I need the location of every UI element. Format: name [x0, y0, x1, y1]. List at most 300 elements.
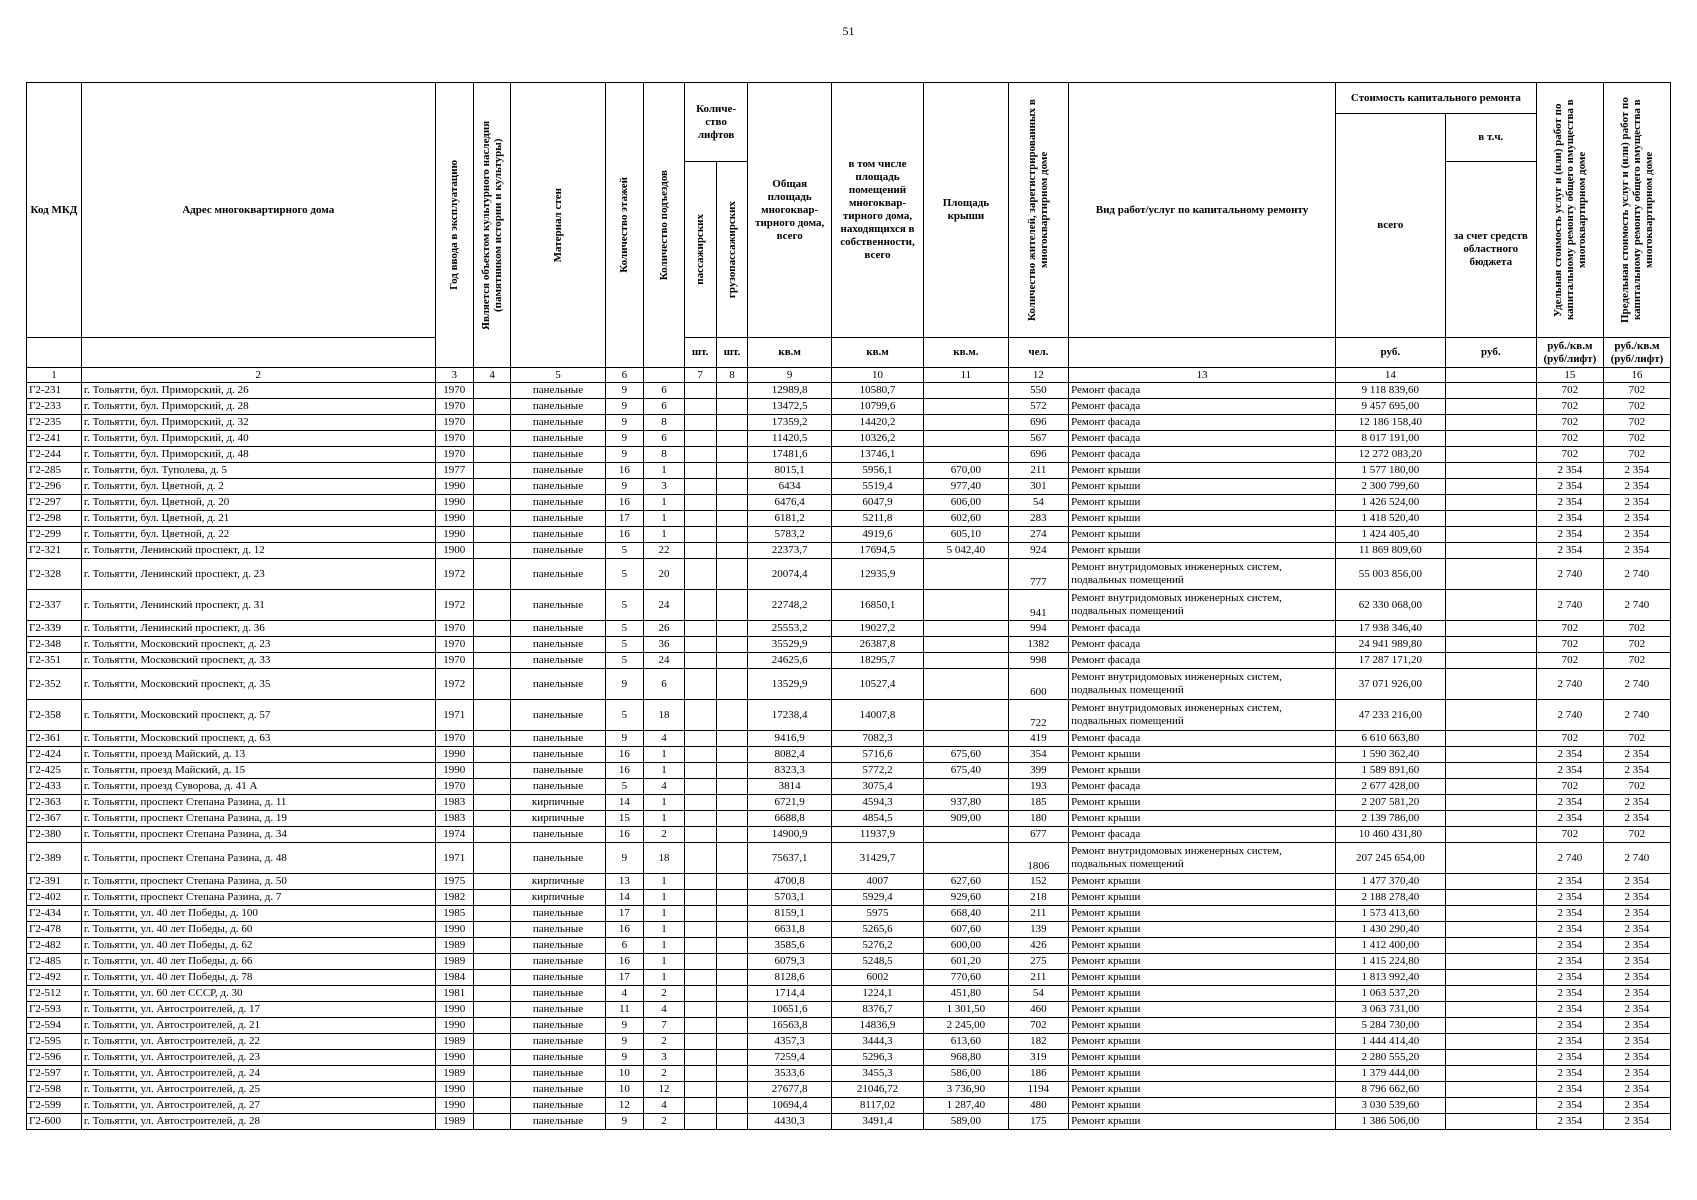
header-year: Год ввода в эксплуатацию	[435, 83, 473, 368]
cell-entrances: 1	[644, 938, 685, 954]
cell-work: Ремонт внутридомовых инженерных систем, подвальных помещений	[1069, 700, 1336, 731]
cell-roof-area: 670,00	[924, 463, 1009, 479]
cell-residents: 777	[1008, 559, 1068, 590]
cell-owned-area: 16850,1	[831, 590, 923, 621]
cell-total-area: 7259,4	[748, 1050, 831, 1066]
cell-unit-cost: 2 354	[1536, 1018, 1603, 1034]
cell-address: г. Тольятти, ул. Автостроителей, д. 24	[81, 1066, 435, 1082]
cell-roof-area: 5 042,40	[924, 543, 1009, 559]
cell-wall: панельные	[511, 843, 605, 874]
cell-roof-area: 909,00	[924, 811, 1009, 827]
cell-entrances: 26	[644, 621, 685, 637]
cell-cost-total: 1 477 370,40	[1335, 874, 1445, 890]
cell-wall: панельные	[511, 922, 605, 938]
cell-work: Ремонт крыши	[1069, 1018, 1336, 1034]
cell-total-area: 20074,4	[748, 559, 831, 590]
cell-address: г. Тольятти, проспект Степана Разина, д. 19	[81, 811, 435, 827]
cell-wall: панельные	[511, 399, 605, 415]
cell-owned-area: 21046,72	[831, 1082, 923, 1098]
cell-max-cost: 2 354	[1603, 543, 1670, 559]
cell-total-area: 17481,6	[748, 447, 831, 463]
cell-roof-area	[924, 383, 1009, 399]
header-unit-cost: Удельная стоимость услуг и (или) работ по капитальному ремонту общего имущества в многоквартирном доме	[1536, 83, 1603, 338]
cell-unit-cost: 2 740	[1536, 669, 1603, 700]
cell-residents: 480	[1008, 1098, 1068, 1114]
cell-floors: 9	[605, 843, 643, 874]
cell-cost-total: 2 207 581,20	[1335, 795, 1445, 811]
cell-code: Г2-594	[27, 1018, 82, 1034]
cell-code: Г2-596	[27, 1050, 82, 1066]
cell-code: Г2-297	[27, 495, 82, 511]
cell-residents: 54	[1008, 495, 1068, 511]
cell-heritage	[473, 1018, 510, 1034]
cell-total-area: 1714,4	[748, 986, 831, 1002]
table-row	[27, 447, 1671, 463]
cell-lifts-cargo	[716, 874, 748, 890]
cell-wall: панельные	[511, 827, 605, 843]
cell-address: г. Тольятти, ул. 40 лет Победы, д. 62	[81, 938, 435, 954]
table-row	[27, 399, 1671, 415]
cell-unit-cost: 2 354	[1536, 922, 1603, 938]
cell-owned-area: 4007	[831, 874, 923, 890]
cell-wall: панельные	[511, 747, 605, 763]
header-residents: Количество жителей, зарегистрированных в многоквартирном доме	[1008, 83, 1068, 338]
cell-code: Г2-233	[27, 399, 82, 415]
cell-roof-area: 675,60	[924, 747, 1009, 763]
cell-heritage	[473, 700, 510, 731]
cell-address: г. Тольятти, проспект Степана Разина, д. 34	[81, 827, 435, 843]
cell-unit-cost: 2 354	[1536, 511, 1603, 527]
cell-max-cost: 2 740	[1603, 700, 1670, 731]
cell-floors: 17	[605, 511, 643, 527]
cell-roof-area	[924, 559, 1009, 590]
cell-address: г. Тольятти, бул. Цветной, д. 20	[81, 495, 435, 511]
cell-cost-total: 9 118 839,60	[1335, 383, 1445, 399]
cell-code: Г2-391	[27, 874, 82, 890]
cell-address: г. Тольятти, ул. 40 лет Победы, д. 78	[81, 970, 435, 986]
cell-max-cost: 2 354	[1603, 906, 1670, 922]
cell-unit-cost: 2 354	[1536, 938, 1603, 954]
cell-work: Ремонт крыши	[1069, 986, 1336, 1002]
table-row	[27, 511, 1671, 527]
cell-work: Ремонт фасада	[1069, 779, 1336, 795]
cell-lifts-cargo	[716, 700, 748, 731]
cell-year: 1983	[435, 811, 473, 827]
cell-unit-cost: 702	[1536, 621, 1603, 637]
cell-unit-cost: 2 354	[1536, 890, 1603, 906]
cell-heritage	[473, 1098, 510, 1114]
cell-work: Ремонт фасада	[1069, 447, 1336, 463]
cell-floors: 9	[605, 447, 643, 463]
cell-max-cost: 2 354	[1603, 954, 1670, 970]
cell-owned-area: 3444,3	[831, 1034, 923, 1050]
cell-wall: панельные	[511, 970, 605, 986]
cell-roof-area	[924, 779, 1009, 795]
cell-lifts-cargo	[716, 1018, 748, 1034]
cell-total-area: 8015,1	[748, 463, 831, 479]
cell-year: 1989	[435, 1114, 473, 1130]
cell-floors: 9	[605, 383, 643, 399]
cell-max-cost: 2 354	[1603, 511, 1670, 527]
cell-lifts-cargo	[716, 590, 748, 621]
cell-wall: панельные	[511, 653, 605, 669]
cell-roof-area	[924, 653, 1009, 669]
cell-max-cost: 702	[1603, 621, 1670, 637]
cell-lifts-cargo	[716, 1002, 748, 1018]
cell-entrances: 4	[644, 1098, 685, 1114]
cell-work: Ремонт крыши	[1069, 922, 1336, 938]
cell-unit-cost: 2 354	[1536, 954, 1603, 970]
cell-work: Ремонт фасада	[1069, 431, 1336, 447]
cell-address: г. Тольятти, проезд Суворова, д. 41 А	[81, 779, 435, 795]
cell-cost-regional	[1445, 890, 1536, 906]
column-number	[644, 368, 685, 383]
cell-work: Ремонт крыши	[1069, 938, 1336, 954]
table-row	[27, 1114, 1671, 1130]
header-work: Вид работ/услуг по капитальному ремонту	[1069, 83, 1336, 338]
cell-total-area: 22748,2	[748, 590, 831, 621]
cell-unit-cost: 2 354	[1536, 1082, 1603, 1098]
cell-residents: 54	[1008, 986, 1068, 1002]
cell-roof-area: 451,80	[924, 986, 1009, 1002]
cell-cost-total: 8 796 662,60	[1335, 1082, 1445, 1098]
cell-residents: 696	[1008, 415, 1068, 431]
cell-owned-area: 5772,2	[831, 763, 923, 779]
cell-roof-area: 606,00	[924, 495, 1009, 511]
column-number: 1	[27, 368, 82, 383]
cell-year: 1989	[435, 1066, 473, 1082]
cell-lifts-cargo	[716, 843, 748, 874]
cell-unit-cost: 2 354	[1536, 906, 1603, 922]
cell-work: Ремонт крыши	[1069, 511, 1336, 527]
column-number: 15	[1536, 368, 1603, 383]
cell-address: г. Тольятти, бул. Цветной, д. 22	[81, 527, 435, 543]
cell-max-cost: 2 354	[1603, 463, 1670, 479]
column-number-row	[27, 368, 1671, 383]
cell-owned-area: 5248,5	[831, 954, 923, 970]
cell-heritage	[473, 463, 510, 479]
cell-cost-total: 1 412 400,00	[1335, 938, 1445, 954]
cell-code: Г2-285	[27, 463, 82, 479]
cell-lifts-cargo	[716, 795, 748, 811]
cell-heritage	[473, 383, 510, 399]
cell-year: 1971	[435, 843, 473, 874]
cell-heritage	[473, 399, 510, 415]
unit-code	[27, 338, 82, 368]
cell-entrances: 8	[644, 447, 685, 463]
cell-cost-total: 62 330 068,00	[1335, 590, 1445, 621]
cell-owned-area: 10527,4	[831, 669, 923, 700]
cell-max-cost: 2 354	[1603, 922, 1670, 938]
table-row	[27, 1098, 1671, 1114]
cell-lifts-cargo	[716, 1050, 748, 1066]
cell-floors: 10	[605, 1066, 643, 1082]
table-row	[27, 1066, 1671, 1082]
cell-year: 1970	[435, 637, 473, 653]
cell-cost-total: 2 677 428,00	[1335, 779, 1445, 795]
cell-lifts-cargo	[716, 763, 748, 779]
cell-heritage	[473, 970, 510, 986]
cell-address: г. Тольятти, бул. Приморский, д. 28	[81, 399, 435, 415]
table-row	[27, 479, 1671, 495]
cell-cost-total: 1 379 444,00	[1335, 1066, 1445, 1082]
cell-code: Г2-352	[27, 669, 82, 700]
cell-owned-area: 12935,9	[831, 559, 923, 590]
cell-floors: 9	[605, 731, 643, 747]
cell-wall: панельные	[511, 1082, 605, 1098]
cell-work: Ремонт крыши	[1069, 495, 1336, 511]
cell-entrances: 12	[644, 1082, 685, 1098]
cell-roof-area	[924, 827, 1009, 843]
cell-unit-cost: 702	[1536, 383, 1603, 399]
cell-lifts-pass	[684, 431, 716, 447]
cell-heritage	[473, 954, 510, 970]
cell-work: Ремонт крыши	[1069, 543, 1336, 559]
cell-entrances: 6	[644, 383, 685, 399]
cell-owned-area: 5296,3	[831, 1050, 923, 1066]
cell-owned-area: 3491,4	[831, 1114, 923, 1130]
cell-address: г. Тольятти, ул. 60 лет СССР, д. 30	[81, 986, 435, 1002]
cell-residents: 152	[1008, 874, 1068, 890]
cell-owned-area: 8117,02	[831, 1098, 923, 1114]
cell-lifts-cargo	[716, 463, 748, 479]
unit-sqm3: кв.м.	[924, 338, 1009, 368]
cell-cost-regional	[1445, 954, 1536, 970]
header-heritage: Является объектом культурного наследия (памятником истории и культуры)	[473, 83, 510, 368]
cell-total-area: 6688,8	[748, 811, 831, 827]
cell-lifts-cargo	[716, 431, 748, 447]
cell-max-cost: 2 354	[1603, 986, 1670, 1002]
cell-cost-total: 24 941 989,80	[1335, 637, 1445, 653]
cell-residents: 399	[1008, 763, 1068, 779]
cell-year: 1990	[435, 1018, 473, 1034]
cell-address: г. Тольятти, бул. Приморский, д. 48	[81, 447, 435, 463]
cell-max-cost: 702	[1603, 431, 1670, 447]
cell-address: г. Тольятти, Ленинский проспект, д. 23	[81, 559, 435, 590]
cell-year: 1989	[435, 954, 473, 970]
cell-cost-total: 2 300 799,60	[1335, 479, 1445, 495]
cell-owned-area: 6002	[831, 970, 923, 986]
cell-total-area: 35529,9	[748, 637, 831, 653]
cell-lifts-pass	[684, 1098, 716, 1114]
cell-lifts-pass	[684, 1114, 716, 1130]
cell-code: Г2-425	[27, 763, 82, 779]
table-row	[27, 843, 1671, 874]
cell-lifts-cargo	[716, 731, 748, 747]
header-code: Код МКД	[27, 83, 82, 338]
cell-cost-total: 8 017 191,00	[1335, 431, 1445, 447]
cell-year: 1989	[435, 938, 473, 954]
cell-unit-cost: 702	[1536, 637, 1603, 653]
cell-cost-regional	[1445, 1002, 1536, 1018]
cell-owned-area: 19027,2	[831, 621, 923, 637]
cell-lifts-pass	[684, 779, 716, 795]
cell-lifts-cargo	[716, 890, 748, 906]
cell-max-cost: 702	[1603, 399, 1670, 415]
cell-unit-cost: 702	[1536, 653, 1603, 669]
cell-year: 1900	[435, 543, 473, 559]
cell-owned-area: 11937,9	[831, 827, 923, 843]
cell-cost-regional	[1445, 431, 1536, 447]
cell-cost-total: 1 418 520,40	[1335, 511, 1445, 527]
cell-wall: панельные	[511, 763, 605, 779]
column-number: 6	[605, 368, 643, 383]
cell-floors: 16	[605, 495, 643, 511]
cell-max-cost: 2 354	[1603, 1034, 1670, 1050]
cell-roof-area: 607,60	[924, 922, 1009, 938]
cell-floors: 17	[605, 906, 643, 922]
cell-max-cost: 2 354	[1603, 1002, 1670, 1018]
cell-total-area: 25553,2	[748, 621, 831, 637]
cell-cost-total: 37 071 926,00	[1335, 669, 1445, 700]
cell-residents: 218	[1008, 890, 1068, 906]
cell-max-cost: 2 740	[1603, 590, 1670, 621]
table-row	[27, 874, 1671, 890]
cell-entrances: 2	[644, 827, 685, 843]
cell-residents: 1806	[1008, 843, 1068, 874]
cell-roof-area: 605,10	[924, 527, 1009, 543]
cell-lifts-pass	[684, 731, 716, 747]
cell-owned-area: 5975	[831, 906, 923, 922]
cell-cost-total: 12 186 158,40	[1335, 415, 1445, 431]
cell-year: 1970	[435, 779, 473, 795]
cell-year: 1990	[435, 479, 473, 495]
cell-cost-total: 1 813 992,40	[1335, 970, 1445, 986]
table-row	[27, 1082, 1671, 1098]
cell-year: 1970	[435, 431, 473, 447]
cell-owned-area: 5265,6	[831, 922, 923, 938]
cell-residents: 180	[1008, 811, 1068, 827]
cell-unit-cost: 2 354	[1536, 986, 1603, 1002]
cell-max-cost: 2 354	[1603, 1066, 1670, 1082]
cell-address: г. Тольятти, Московский проспект, д. 63	[81, 731, 435, 747]
table-row	[27, 383, 1671, 399]
cell-residents: 550	[1008, 383, 1068, 399]
table-row	[27, 1050, 1671, 1066]
cell-code: Г2-485	[27, 954, 82, 970]
cell-entrances: 4	[644, 779, 685, 795]
cell-work: Ремонт крыши	[1069, 1066, 1336, 1082]
cell-lifts-cargo	[716, 399, 748, 415]
cell-work: Ремонт крыши	[1069, 1114, 1336, 1130]
cell-roof-area	[924, 431, 1009, 447]
cell-cost-regional	[1445, 827, 1536, 843]
cell-owned-area: 6047,9	[831, 495, 923, 511]
column-number: 14	[1335, 368, 1445, 383]
table-row	[27, 527, 1671, 543]
cell-lifts-pass	[684, 1082, 716, 1098]
cell-total-area: 10651,6	[748, 1002, 831, 1018]
cell-cost-regional	[1445, 700, 1536, 731]
cell-floors: 15	[605, 811, 643, 827]
unit-rub1: руб.	[1335, 338, 1445, 368]
cell-residents: 567	[1008, 431, 1068, 447]
cell-year: 1982	[435, 890, 473, 906]
cell-entrances: 2	[644, 1034, 685, 1050]
cell-total-area: 22373,7	[748, 543, 831, 559]
cell-roof-area	[924, 621, 1009, 637]
cell-heritage	[473, 431, 510, 447]
cell-cost-regional	[1445, 383, 1536, 399]
cell-total-area: 27677,8	[748, 1082, 831, 1098]
cell-heritage	[473, 922, 510, 938]
cell-max-cost: 2 354	[1603, 970, 1670, 986]
cell-lifts-pass	[684, 890, 716, 906]
cell-unit-cost: 2 740	[1536, 590, 1603, 621]
cell-owned-area: 13746,1	[831, 447, 923, 463]
cell-lifts-pass	[684, 653, 716, 669]
cell-wall: панельные	[511, 700, 605, 731]
cell-entrances: 2	[644, 1066, 685, 1082]
cell-max-cost: 702	[1603, 447, 1670, 463]
cell-total-area: 10694,4	[748, 1098, 831, 1114]
cell-heritage	[473, 637, 510, 653]
cell-code: Г2-296	[27, 479, 82, 495]
cell-total-area: 8323,3	[748, 763, 831, 779]
cell-code: Г2-482	[27, 938, 82, 954]
cell-roof-area: 968,80	[924, 1050, 1009, 1066]
cell-year: 1970	[435, 447, 473, 463]
cell-cost-regional	[1445, 447, 1536, 463]
cell-work: Ремонт фасада	[1069, 827, 1336, 843]
header-total-area: Общая площадь многоквар-тирного дома, всего	[748, 83, 831, 338]
cell-lifts-cargo	[716, 1098, 748, 1114]
cell-lifts-cargo	[716, 747, 748, 763]
cell-entrances: 6	[644, 399, 685, 415]
cell-roof-area: 1 287,40	[924, 1098, 1009, 1114]
table-row	[27, 1034, 1671, 1050]
cell-lifts-pass	[684, 669, 716, 700]
cell-owned-area: 4854,5	[831, 811, 923, 827]
cell-owned-area: 18295,7	[831, 653, 923, 669]
cell-max-cost: 2 354	[1603, 1050, 1670, 1066]
cell-year: 1975	[435, 874, 473, 890]
cell-cost-regional	[1445, 747, 1536, 763]
cell-total-area: 12989,8	[748, 383, 831, 399]
cell-floors: 9	[605, 431, 643, 447]
cell-total-area: 6181,2	[748, 511, 831, 527]
cell-code: Г2-299	[27, 527, 82, 543]
cell-address: г. Тольятти, бул. Приморский, д. 40	[81, 431, 435, 447]
cell-code: Г2-434	[27, 906, 82, 922]
cell-unit-cost: 2 354	[1536, 495, 1603, 511]
cell-year: 1990	[435, 511, 473, 527]
cell-owned-area: 14836,9	[831, 1018, 923, 1034]
cell-cost-total: 1 577 180,00	[1335, 463, 1445, 479]
cell-owned-area: 1224,1	[831, 986, 923, 1002]
cell-residents: 175	[1008, 1114, 1068, 1130]
cell-cost-regional	[1445, 543, 1536, 559]
cell-cost-regional	[1445, 653, 1536, 669]
cell-address: г. Тольятти, ул. Автостроителей, д. 25	[81, 1082, 435, 1098]
cell-lifts-pass	[684, 938, 716, 954]
cell-heritage	[473, 986, 510, 1002]
cell-owned-area: 17694,5	[831, 543, 923, 559]
cell-roof-area: 613,60	[924, 1034, 1009, 1050]
cell-cost-regional	[1445, 1034, 1536, 1050]
cell-floors: 5	[605, 637, 643, 653]
cell-owned-area: 4919,6	[831, 527, 923, 543]
cell-max-cost: 2 354	[1603, 527, 1670, 543]
cell-lifts-cargo	[716, 383, 748, 399]
cell-unit-cost: 702	[1536, 779, 1603, 795]
table-row	[27, 669, 1671, 700]
unit-pcs1: шт.	[684, 338, 716, 368]
cell-cost-regional	[1445, 637, 1536, 653]
cell-work: Ремонт крыши	[1069, 747, 1336, 763]
header-roof-area: Площадь крыши	[924, 83, 1009, 338]
cell-floors: 14	[605, 795, 643, 811]
